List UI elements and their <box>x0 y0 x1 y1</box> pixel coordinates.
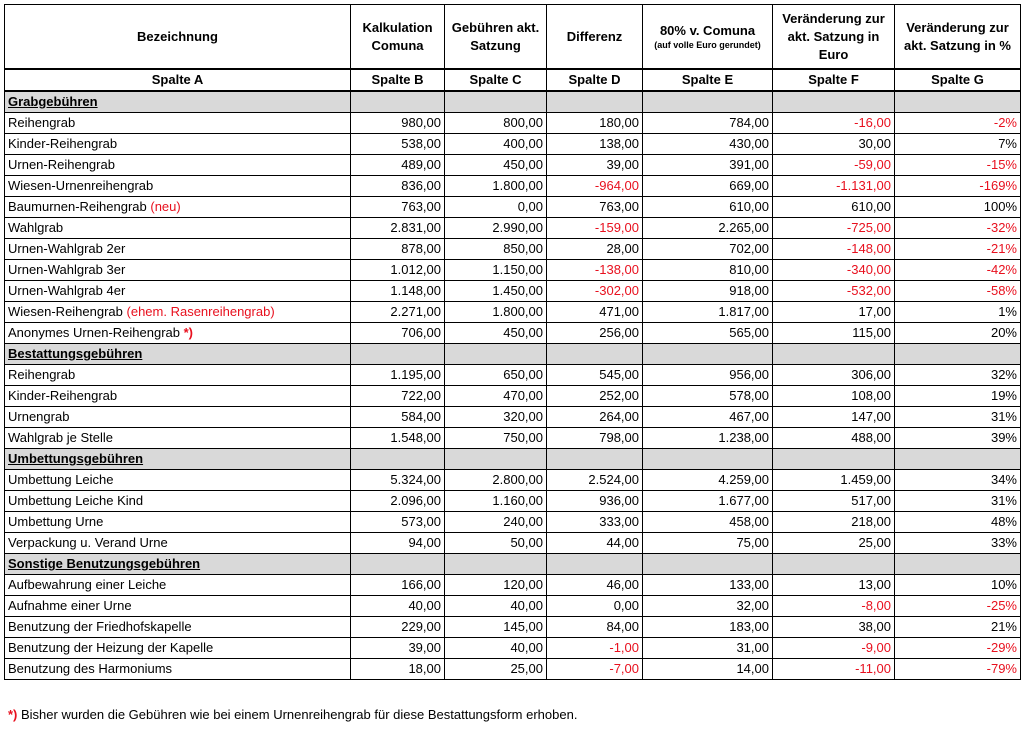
table-row <box>5 491 1021 512</box>
row-label-cell <box>5 491 351 512</box>
section-fill-cell <box>445 554 547 575</box>
value-cell-c: 120,00 <box>445 575 547 596</box>
value-cell-c: 320,00 <box>445 407 547 428</box>
section-header-row <box>5 449 1021 470</box>
value-cell-c: 650,00 <box>445 365 547 386</box>
value-cell-g: -58% <box>895 281 1021 302</box>
section-fill-cell <box>895 91 1021 113</box>
value-cell-e: 133,00 <box>643 575 773 596</box>
value-cell-f: -725,00 <box>773 218 895 239</box>
value-cell-b: 722,00 <box>351 386 445 407</box>
table-row <box>5 281 1021 302</box>
value-cell-c: 800,00 <box>445 113 547 134</box>
table-row <box>5 659 1021 680</box>
value-cell-g: 1% <box>895 302 1021 323</box>
value-cell-f: -59,00 <box>773 155 895 176</box>
value-cell-g: 39% <box>895 428 1021 449</box>
section-fill-cell <box>547 91 643 113</box>
spalte-f: Spalte F <box>773 69 895 91</box>
footnote-text: Bisher wurden die Gebühren wie bei einem Urnenreihengrab für diese Bestattungsform erhoben. <box>17 707 578 722</box>
value-cell-f: 30,00 <box>773 134 895 155</box>
value-cell-g: -2% <box>895 113 1021 134</box>
value-cell-g: 48% <box>895 512 1021 533</box>
row-label: Urnen-Reihengrab <box>8 157 115 172</box>
value-cell-b: 1.148,00 <box>351 281 445 302</box>
section-title: Umbettungsgebühren <box>5 449 351 470</box>
value-cell-e: 14,00 <box>643 659 773 680</box>
value-cell-c: 2.990,00 <box>445 218 547 239</box>
table-row <box>5 638 1021 659</box>
row-label-cell <box>5 512 351 533</box>
row-note: (ehem. Rasenreihengrab) <box>126 304 275 319</box>
row-label: Urnen-Wahlgrab 2er <box>8 241 126 256</box>
section-fill-cell <box>445 91 547 113</box>
value-cell-b: 584,00 <box>351 407 445 428</box>
value-cell-e: 430,00 <box>643 134 773 155</box>
value-cell-b: 836,00 <box>351 176 445 197</box>
row-label: Verpackung u. Verand Urne <box>8 535 168 550</box>
value-cell-e: 1.677,00 <box>643 491 773 512</box>
value-cell-c: 2.800,00 <box>445 470 547 491</box>
footnote-marker: *) <box>8 707 18 722</box>
value-cell-g: 34% <box>895 470 1021 491</box>
value-cell-d: 545,00 <box>547 365 643 386</box>
section-fill-cell <box>643 449 773 470</box>
row-label: Kinder-Reihengrab <box>8 388 118 403</box>
row-label: Reihengrab <box>8 115 76 130</box>
section-fill-cell <box>351 449 445 470</box>
section-fill-cell <box>547 344 643 365</box>
value-cell-d: -159,00 <box>547 218 643 239</box>
value-cell-e: 32,00 <box>643 596 773 617</box>
row-label: Benutzung der Heizung der Kapelle <box>8 640 214 655</box>
value-cell-f: -148,00 <box>773 239 895 260</box>
row-label-cell <box>5 386 351 407</box>
row-label: Aufbewahrung einer Leiche <box>8 577 167 592</box>
table-row <box>5 113 1021 134</box>
spalte-d: Spalte D <box>547 69 643 91</box>
value-cell-f: 218,00 <box>773 512 895 533</box>
value-cell-e: 784,00 <box>643 113 773 134</box>
row-label-cell <box>5 365 351 386</box>
value-cell-c: 470,00 <box>445 386 547 407</box>
value-cell-c: 1.160,00 <box>445 491 547 512</box>
row-label-cell <box>5 659 351 680</box>
table-row <box>5 260 1021 281</box>
value-cell-g: 20% <box>895 323 1021 344</box>
header-veraenderung-prozent: Veränderung zur akt. Satzung in % <box>895 5 1021 70</box>
section-fill-cell <box>643 91 773 113</box>
value-cell-c: 750,00 <box>445 428 547 449</box>
table-row <box>5 176 1021 197</box>
value-cell-d: 138,00 <box>547 134 643 155</box>
row-label-cell <box>5 596 351 617</box>
footnote-ref: *) <box>183 325 193 340</box>
value-cell-b: 18,00 <box>351 659 445 680</box>
value-cell-d: 180,00 <box>547 113 643 134</box>
header-row <box>5 5 1021 70</box>
value-cell-g: -21% <box>895 239 1021 260</box>
header-80-prozent-note: (auf volle Euro gerundet) <box>654 40 761 50</box>
row-label-cell <box>5 197 351 218</box>
value-cell-c: 0,00 <box>445 197 547 218</box>
value-cell-f: 306,00 <box>773 365 895 386</box>
value-cell-c: 450,00 <box>445 155 547 176</box>
table-row <box>5 197 1021 218</box>
value-cell-d: 763,00 <box>547 197 643 218</box>
value-cell-g: -15% <box>895 155 1021 176</box>
spalte-c: Spalte C <box>445 69 547 91</box>
value-cell-d: 84,00 <box>547 617 643 638</box>
value-cell-d: -302,00 <box>547 281 643 302</box>
value-cell-b: 706,00 <box>351 323 445 344</box>
table-row <box>5 323 1021 344</box>
row-label: Umbettung Urne <box>8 514 104 529</box>
row-label: Kinder-Reihengrab <box>8 136 118 151</box>
section-fill-cell <box>773 344 895 365</box>
value-cell-f: -340,00 <box>773 260 895 281</box>
value-cell-d: 46,00 <box>547 575 643 596</box>
row-label-cell <box>5 302 351 323</box>
value-cell-f: -532,00 <box>773 281 895 302</box>
spalte-g: Spalte G <box>895 69 1021 91</box>
section-fill-cell <box>351 554 445 575</box>
row-label: Reihengrab <box>8 367 76 382</box>
value-cell-g: 19% <box>895 386 1021 407</box>
row-label-cell <box>5 281 351 302</box>
section-fill-cell <box>643 554 773 575</box>
value-cell-f: -16,00 <box>773 113 895 134</box>
row-label: Wahlgrab je Stelle <box>8 430 114 445</box>
table-row <box>5 575 1021 596</box>
value-cell-e: 75,00 <box>643 533 773 554</box>
row-label: Wahlgrab <box>8 220 64 235</box>
value-cell-c: 1.150,00 <box>445 260 547 281</box>
section-fill-cell <box>895 449 1021 470</box>
value-cell-f: 115,00 <box>773 323 895 344</box>
table-row <box>5 218 1021 239</box>
section-header-row <box>5 91 1021 113</box>
row-label: Aufnahme einer Urne <box>8 598 132 613</box>
section-title: Bestattungsgebühren <box>5 344 351 365</box>
spalte-row <box>5 69 1021 91</box>
row-label: Baumurnen-Reihengrab <box>8 199 151 214</box>
value-cell-f: 1.459,00 <box>773 470 895 491</box>
spalte-b: Spalte B <box>351 69 445 91</box>
value-cell-c: 240,00 <box>445 512 547 533</box>
value-cell-e: 610,00 <box>643 197 773 218</box>
value-cell-d: -1,00 <box>547 638 643 659</box>
table-row <box>5 155 1021 176</box>
row-label: Benutzung des Harmoniums <box>8 661 173 676</box>
section-header-row <box>5 344 1021 365</box>
value-cell-b: 94,00 <box>351 533 445 554</box>
value-cell-g: 7% <box>895 134 1021 155</box>
value-cell-f: 610,00 <box>773 197 895 218</box>
fee-table <box>4 4 1021 680</box>
value-cell-g: -169% <box>895 176 1021 197</box>
value-cell-f: 38,00 <box>773 617 895 638</box>
value-cell-e: 458,00 <box>643 512 773 533</box>
value-cell-f: 13,00 <box>773 575 895 596</box>
row-label-cell <box>5 428 351 449</box>
row-label: Wiesen-Urnenreihengrab <box>8 178 154 193</box>
row-label-cell <box>5 239 351 260</box>
row-label-cell <box>5 323 351 344</box>
table-row <box>5 365 1021 386</box>
value-cell-g: -42% <box>895 260 1021 281</box>
value-cell-b: 489,00 <box>351 155 445 176</box>
value-cell-d: -7,00 <box>547 659 643 680</box>
row-label-cell <box>5 113 351 134</box>
value-cell-e: 183,00 <box>643 617 773 638</box>
value-cell-c: 25,00 <box>445 659 547 680</box>
value-cell-g: -25% <box>895 596 1021 617</box>
header-80-prozent: 80% v. Comuna (auf volle Euro gerundet) <box>643 5 773 70</box>
row-label: Anonymes Urnen-Reihengrab <box>8 325 184 340</box>
value-cell-b: 2.831,00 <box>351 218 445 239</box>
header-differenz: Differenz <box>547 5 643 70</box>
value-cell-g: -29% <box>895 638 1021 659</box>
value-cell-f: -11,00 <box>773 659 895 680</box>
value-cell-b: 980,00 <box>351 113 445 134</box>
value-cell-b: 229,00 <box>351 617 445 638</box>
value-cell-g: 33% <box>895 533 1021 554</box>
value-cell-e: 918,00 <box>643 281 773 302</box>
value-cell-b: 573,00 <box>351 512 445 533</box>
value-cell-d: 333,00 <box>547 512 643 533</box>
section-fill-cell <box>895 344 1021 365</box>
spalte-e: Spalte E <box>643 69 773 91</box>
value-cell-g: 10% <box>895 575 1021 596</box>
value-cell-g: 31% <box>895 491 1021 512</box>
value-cell-e: 31,00 <box>643 638 773 659</box>
table-row <box>5 617 1021 638</box>
value-cell-d: 28,00 <box>547 239 643 260</box>
value-cell-b: 1.195,00 <box>351 365 445 386</box>
value-cell-f: 147,00 <box>773 407 895 428</box>
value-cell-e: 467,00 <box>643 407 773 428</box>
section-fill-cell <box>351 344 445 365</box>
row-label-cell <box>5 176 351 197</box>
value-cell-b: 878,00 <box>351 239 445 260</box>
section-fill-cell <box>351 91 445 113</box>
value-cell-c: 400,00 <box>445 134 547 155</box>
row-label-cell <box>5 260 351 281</box>
row-label-cell <box>5 470 351 491</box>
value-cell-b: 2.271,00 <box>351 302 445 323</box>
value-cell-f: 17,00 <box>773 302 895 323</box>
section-title: Grabgebühren <box>5 91 351 113</box>
value-cell-e: 1.817,00 <box>643 302 773 323</box>
section-fill-cell <box>895 554 1021 575</box>
row-label-cell <box>5 575 351 596</box>
row-label: Benutzung der Friedhofskapelle <box>8 619 192 634</box>
row-label: Umbettung Leiche <box>8 472 114 487</box>
value-cell-d: 256,00 <box>547 323 643 344</box>
header-veraenderung-euro: Veränderung zur akt. Satzung in Euro <box>773 5 895 70</box>
row-label: Wiesen-Reihengrab <box>8 304 127 319</box>
row-label-cell <box>5 155 351 176</box>
value-cell-e: 956,00 <box>643 365 773 386</box>
value-cell-f: 25,00 <box>773 533 895 554</box>
value-cell-d: -138,00 <box>547 260 643 281</box>
section-fill-cell <box>547 449 643 470</box>
header-bezeichnung: Bezeichnung <box>5 5 351 70</box>
value-cell-g: 21% <box>895 617 1021 638</box>
table-row <box>5 386 1021 407</box>
value-cell-d: 44,00 <box>547 533 643 554</box>
value-cell-d: 936,00 <box>547 491 643 512</box>
section-fill-cell <box>773 91 895 113</box>
section-fill-cell <box>643 344 773 365</box>
table-row <box>5 533 1021 554</box>
value-cell-d: 471,00 <box>547 302 643 323</box>
row-note: (neu) <box>150 199 181 214</box>
value-cell-c: 40,00 <box>445 596 547 617</box>
row-label-cell <box>5 617 351 638</box>
value-cell-c: 450,00 <box>445 323 547 344</box>
value-cell-f: 108,00 <box>773 386 895 407</box>
value-cell-d: 252,00 <box>547 386 643 407</box>
value-cell-g: -32% <box>895 218 1021 239</box>
value-cell-b: 2.096,00 <box>351 491 445 512</box>
value-cell-c: 850,00 <box>445 239 547 260</box>
value-cell-d: 2.524,00 <box>547 470 643 491</box>
section-fill-cell <box>445 344 547 365</box>
value-cell-e: 2.265,00 <box>643 218 773 239</box>
value-cell-b: 39,00 <box>351 638 445 659</box>
value-cell-e: 669,00 <box>643 176 773 197</box>
table-row <box>5 512 1021 533</box>
value-cell-e: 391,00 <box>643 155 773 176</box>
table-row <box>5 239 1021 260</box>
table-row <box>5 302 1021 323</box>
table-row <box>5 470 1021 491</box>
value-cell-d: 0,00 <box>547 596 643 617</box>
value-cell-e: 565,00 <box>643 323 773 344</box>
section-header-row <box>5 554 1021 575</box>
section-fill-cell <box>773 554 895 575</box>
value-cell-b: 1.548,00 <box>351 428 445 449</box>
value-cell-g: -79% <box>895 659 1021 680</box>
spalte-a: Spalte A <box>5 69 351 91</box>
value-cell-g: 32% <box>895 365 1021 386</box>
table-row <box>5 596 1021 617</box>
value-cell-d: 798,00 <box>547 428 643 449</box>
value-cell-c: 1.450,00 <box>445 281 547 302</box>
value-cell-f: -1.131,00 <box>773 176 895 197</box>
table-row <box>5 407 1021 428</box>
row-label-cell <box>5 533 351 554</box>
section-title: Sonstige Benutzungsgebühren <box>5 554 351 575</box>
section-fill-cell <box>445 449 547 470</box>
value-cell-d: 264,00 <box>547 407 643 428</box>
value-cell-d: 39,00 <box>547 155 643 176</box>
value-cell-c: 1.800,00 <box>445 302 547 323</box>
value-cell-e: 4.259,00 <box>643 470 773 491</box>
value-cell-d: -964,00 <box>547 176 643 197</box>
value-cell-g: 31% <box>895 407 1021 428</box>
value-cell-c: 145,00 <box>445 617 547 638</box>
value-cell-f: 488,00 <box>773 428 895 449</box>
row-label-cell <box>5 638 351 659</box>
section-fill-cell <box>547 554 643 575</box>
value-cell-c: 50,00 <box>445 533 547 554</box>
header-gebuehren: Gebühren akt. Satzung <box>445 5 547 70</box>
value-cell-e: 810,00 <box>643 260 773 281</box>
table-row <box>5 134 1021 155</box>
table-row <box>5 428 1021 449</box>
row-label: Urnengrab <box>8 409 70 424</box>
value-cell-f: 517,00 <box>773 491 895 512</box>
header-kalkulation: Kalkulation Comuna <box>351 5 445 70</box>
row-label: Urnen-Wahlgrab 4er <box>8 283 126 298</box>
value-cell-f: -8,00 <box>773 596 895 617</box>
value-cell-b: 1.012,00 <box>351 260 445 281</box>
value-cell-f: -9,00 <box>773 638 895 659</box>
row-label: Umbettung Leiche Kind <box>8 493 144 508</box>
value-cell-c: 1.800,00 <box>445 176 547 197</box>
value-cell-e: 578,00 <box>643 386 773 407</box>
footnote <box>8 706 577 724</box>
row-label-cell <box>5 407 351 428</box>
table-body <box>5 91 1021 680</box>
section-fill-cell <box>773 449 895 470</box>
value-cell-g: 100% <box>895 197 1021 218</box>
value-cell-e: 702,00 <box>643 239 773 260</box>
value-cell-e: 1.238,00 <box>643 428 773 449</box>
value-cell-b: 40,00 <box>351 596 445 617</box>
value-cell-b: 166,00 <box>351 575 445 596</box>
value-cell-c: 40,00 <box>445 638 547 659</box>
value-cell-b: 538,00 <box>351 134 445 155</box>
row-label-cell <box>5 218 351 239</box>
row-label-cell <box>5 134 351 155</box>
value-cell-b: 763,00 <box>351 197 445 218</box>
value-cell-b: 5.324,00 <box>351 470 445 491</box>
row-label: Urnen-Wahlgrab 3er <box>8 262 126 277</box>
